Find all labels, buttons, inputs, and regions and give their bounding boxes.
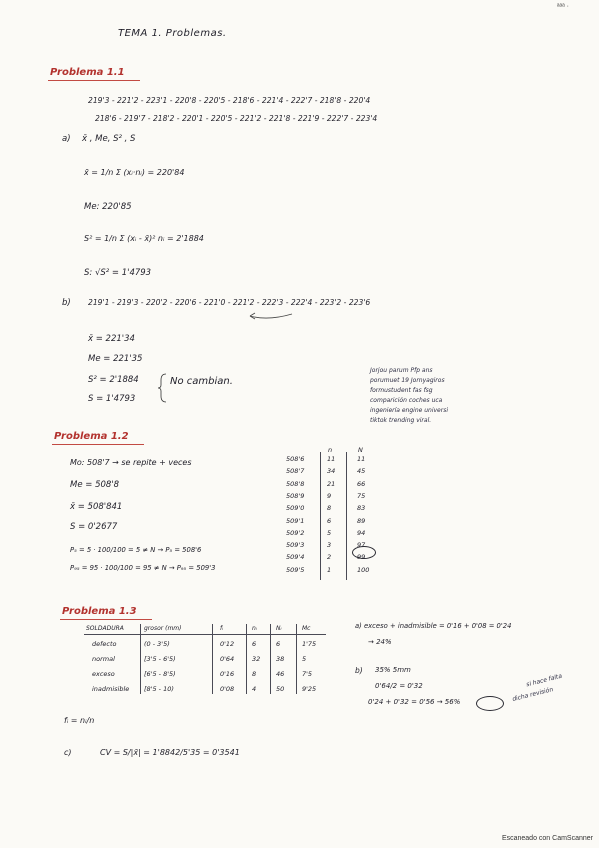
p13-cell: (0 - 3'5) bbox=[144, 640, 170, 648]
p12-cell-value: 509'4 bbox=[286, 553, 305, 562]
p13-b-label: b) bbox=[355, 666, 363, 675]
p12-cell-N: 100 bbox=[357, 565, 370, 574]
p13-cell: 9'25 bbox=[302, 685, 317, 693]
p13-table-divider bbox=[270, 624, 271, 694]
p12-table-divider bbox=[346, 452, 347, 580]
p13-table-divider bbox=[140, 624, 141, 694]
p13-cell: 7'5 bbox=[302, 670, 313, 678]
p12-table-divider bbox=[320, 452, 321, 580]
p13-cell: normal bbox=[92, 655, 115, 663]
p13-table-divider bbox=[212, 624, 213, 694]
page-title: TEMA 1. Problemas. bbox=[118, 28, 227, 39]
p12-p95: P₉₅ = 95 · 100/100 = 95 ≠ N → P₉₅ = 509'3 bbox=[70, 564, 216, 572]
p12-heading-underline bbox=[52, 444, 144, 445]
p11-b-mean: x̄ = 221'34 bbox=[88, 334, 135, 344]
p11-median: Me: 220'85 bbox=[84, 202, 132, 212]
p11-b-label: b) bbox=[62, 298, 71, 308]
p13-cell: 46 bbox=[276, 670, 285, 678]
side-note bbox=[370, 366, 448, 426]
p13-cell: exceso bbox=[92, 670, 115, 678]
side-note-line: formustudent fas fsg bbox=[370, 387, 433, 394]
p12-mode: Mo: 508'7 → se repite + veces bbox=[70, 458, 192, 467]
p12-header-n: n bbox=[328, 446, 333, 454]
p13-a-result: → 24% bbox=[368, 638, 392, 646]
p12-cell-n: 9 bbox=[327, 491, 332, 500]
p12-cell-n: 5 bbox=[327, 528, 332, 537]
p12-cell-value: 508'9 bbox=[286, 491, 305, 500]
p12-cell-value: 509'2 bbox=[286, 528, 305, 537]
p13-header-cell: grosor (mm) bbox=[144, 625, 182, 632]
p11-sd: S: √S² = 1'4793 bbox=[84, 268, 152, 278]
p11-b-sd: S = 1'4793 bbox=[88, 394, 136, 404]
p13-header-cell: nᵢ bbox=[252, 625, 257, 632]
p12-cell-N: 11 bbox=[357, 455, 366, 463]
p13-cell: [3'5 - 6'5) bbox=[144, 655, 176, 663]
p13-cell: 1'75 bbox=[302, 640, 317, 648]
p12-cell-N: 45 bbox=[357, 467, 366, 476]
p11-b-data: 219'1 - 219'3 - 220'2 - 220'6 - 221'0 - 221'2 - 222'3 - 222'4 - 223'2 - 223'6 bbox=[88, 298, 371, 307]
p12-cell-value: 509'3 bbox=[286, 541, 305, 550]
p12-cell-n: 8 bbox=[327, 504, 332, 513]
p13-cell: [6'5 - 8'5) bbox=[144, 670, 176, 678]
p12-cell-N: 97 bbox=[357, 541, 366, 550]
p13-cell: 6 bbox=[252, 640, 257, 648]
p12-p5: P₅ = 5 · 100/100 = 5 ≠ N → P₅ = 508'6 bbox=[70, 546, 202, 554]
p11-heading: Problema 1.1 bbox=[50, 67, 125, 78]
p11-b-note: No cambian. bbox=[170, 376, 233, 387]
p12-cell-n: 34 bbox=[327, 467, 336, 476]
p13-cell: 8 bbox=[252, 670, 257, 678]
p12-cell-N: 66 bbox=[357, 479, 366, 488]
p12-header-N: N bbox=[358, 446, 363, 454]
p13-table-divider bbox=[246, 624, 247, 694]
side-note-line: porumuet 19 Jornyagiros bbox=[370, 377, 445, 384]
side-note-line: tiktok trending viral. bbox=[370, 417, 432, 424]
p12-cell-value: 509'0 bbox=[286, 504, 305, 513]
p12-heading: Problema 1.2 bbox=[54, 431, 129, 442]
p12-cell-n: 2 bbox=[327, 553, 332, 562]
p13-heading-underline bbox=[60, 619, 152, 620]
p13-cell: 6 bbox=[276, 640, 281, 648]
p13-cell: inadmisible bbox=[92, 685, 130, 693]
p13-c-text: CV = S/|x̄| = 1'8842/5'35 = 0'3541 bbox=[100, 748, 240, 757]
p11-a-text: x̄ , Me, S² , S bbox=[82, 134, 136, 144]
p11-data-line1: 219'3 - 221'2 - 223'1 - 220'8 - 220'5 - 218'6 - 221'4 - 222'7 - 218'8 - 220'4 bbox=[88, 96, 371, 105]
p13-header-cell: SOLDADURA bbox=[86, 625, 124, 632]
p12-cell-value: 509'1 bbox=[286, 516, 305, 525]
p11-b-median: Me = 221'35 bbox=[88, 354, 143, 364]
side-note-line: Jorjou parum Pfp ans bbox=[370, 367, 433, 374]
p12-cell-value: 508'7 bbox=[286, 467, 305, 476]
scanner-footer: Escaneado con CamScanner bbox=[501, 835, 593, 842]
p13-fi-formula: fᵢ = nᵢ/n bbox=[64, 716, 95, 725]
p12-cell-n: 3 bbox=[327, 541, 332, 550]
p13-table-header-rule bbox=[84, 634, 326, 635]
p13-b-note2: dicha revisión bbox=[511, 686, 554, 703]
p13-b-line2: 0'64/2 = 0'32 bbox=[375, 682, 423, 690]
p12-cell-N: 89 bbox=[357, 516, 366, 525]
p13-cell: 32 bbox=[252, 655, 261, 663]
p11-a-label: a) bbox=[62, 134, 71, 144]
p13-header-cell: fᵢ bbox=[220, 625, 224, 632]
p12-cell-n: 11 bbox=[327, 455, 336, 463]
p12-circle-97 bbox=[352, 546, 376, 562]
p12-median: Me = 508'8 bbox=[70, 480, 120, 490]
p11-mean: x̄ = 1/n Σ (xᵢ·nᵢ) = 220'84 bbox=[84, 168, 185, 177]
p11-heading-underline bbox=[48, 80, 140, 81]
p13-circle-56 bbox=[476, 696, 504, 711]
p12-cell-n: 21 bbox=[327, 479, 336, 488]
p13-cell: 0'12 bbox=[220, 640, 235, 648]
side-note-line: comparición coches uca bbox=[370, 397, 443, 404]
p13-cell: 0'08 bbox=[220, 685, 235, 693]
p12-cell-N: 83 bbox=[357, 504, 366, 513]
p13-b-note1: si hace falta bbox=[525, 672, 563, 689]
p12-mean: x̄ = 508'841 bbox=[70, 502, 123, 512]
p12-sd: S = 0'2677 bbox=[70, 522, 118, 532]
p13-b-line3: 0'24 + 0'32 = 0'56 → 56% bbox=[368, 698, 461, 706]
corner-mark: ᵃᵃᵃ · bbox=[556, 3, 569, 10]
p12-cell-n: 1 bbox=[327, 565, 332, 574]
p12-cell-value: 508'8 bbox=[286, 479, 305, 488]
p13-b-line1: 35% 5mm bbox=[375, 666, 411, 674]
p13-header-cell: Mc bbox=[302, 625, 311, 632]
p13-cell: 38 bbox=[276, 655, 285, 663]
p13-cell: 4 bbox=[252, 685, 257, 693]
p13-header-cell: Nᵢ bbox=[276, 625, 282, 632]
brace-icon bbox=[158, 372, 168, 404]
p13-cell: defecto bbox=[92, 640, 117, 648]
side-note-line: ingeniería engine universi bbox=[370, 407, 448, 414]
p13-table-divider bbox=[296, 624, 297, 694]
p12-cell-N: 75 bbox=[357, 491, 366, 500]
p13-cell: [8'5 - 10) bbox=[144, 685, 174, 693]
p11-variance: S² = 1/n Σ (xᵢ - x̄)² nᵢ = 2'1884 bbox=[84, 234, 204, 243]
p13-cell: 0'16 bbox=[220, 670, 235, 678]
underline-arrow-icon bbox=[248, 308, 294, 322]
p12-cell-n: 6 bbox=[327, 516, 332, 525]
p12-cell-value: 509'5 bbox=[286, 565, 305, 574]
p13-a-text: a) exceso + inadmisible = 0'16 + 0'08 = 0'24 bbox=[355, 622, 512, 630]
p13-cell: 50 bbox=[276, 685, 285, 693]
p12-cell-N: 94 bbox=[357, 528, 366, 537]
p13-cell: 5 bbox=[302, 655, 307, 663]
p13-cell: 0'64 bbox=[220, 655, 235, 663]
p12-cell-N: 99 bbox=[357, 553, 366, 562]
p11-b-var: S² = 2'1884 bbox=[88, 375, 139, 385]
p12-cell-value: 508'6 bbox=[286, 455, 305, 463]
p13-heading: Problema 1.3 bbox=[62, 606, 137, 617]
p13-c-label: c) bbox=[64, 748, 72, 757]
p11-data-line2: 218'6 - 219'7 - 218'2 - 220'1 - 220'5 - 221'2 - 221'8 - 221'9 - 222'7 - 223'4 bbox=[95, 114, 378, 123]
